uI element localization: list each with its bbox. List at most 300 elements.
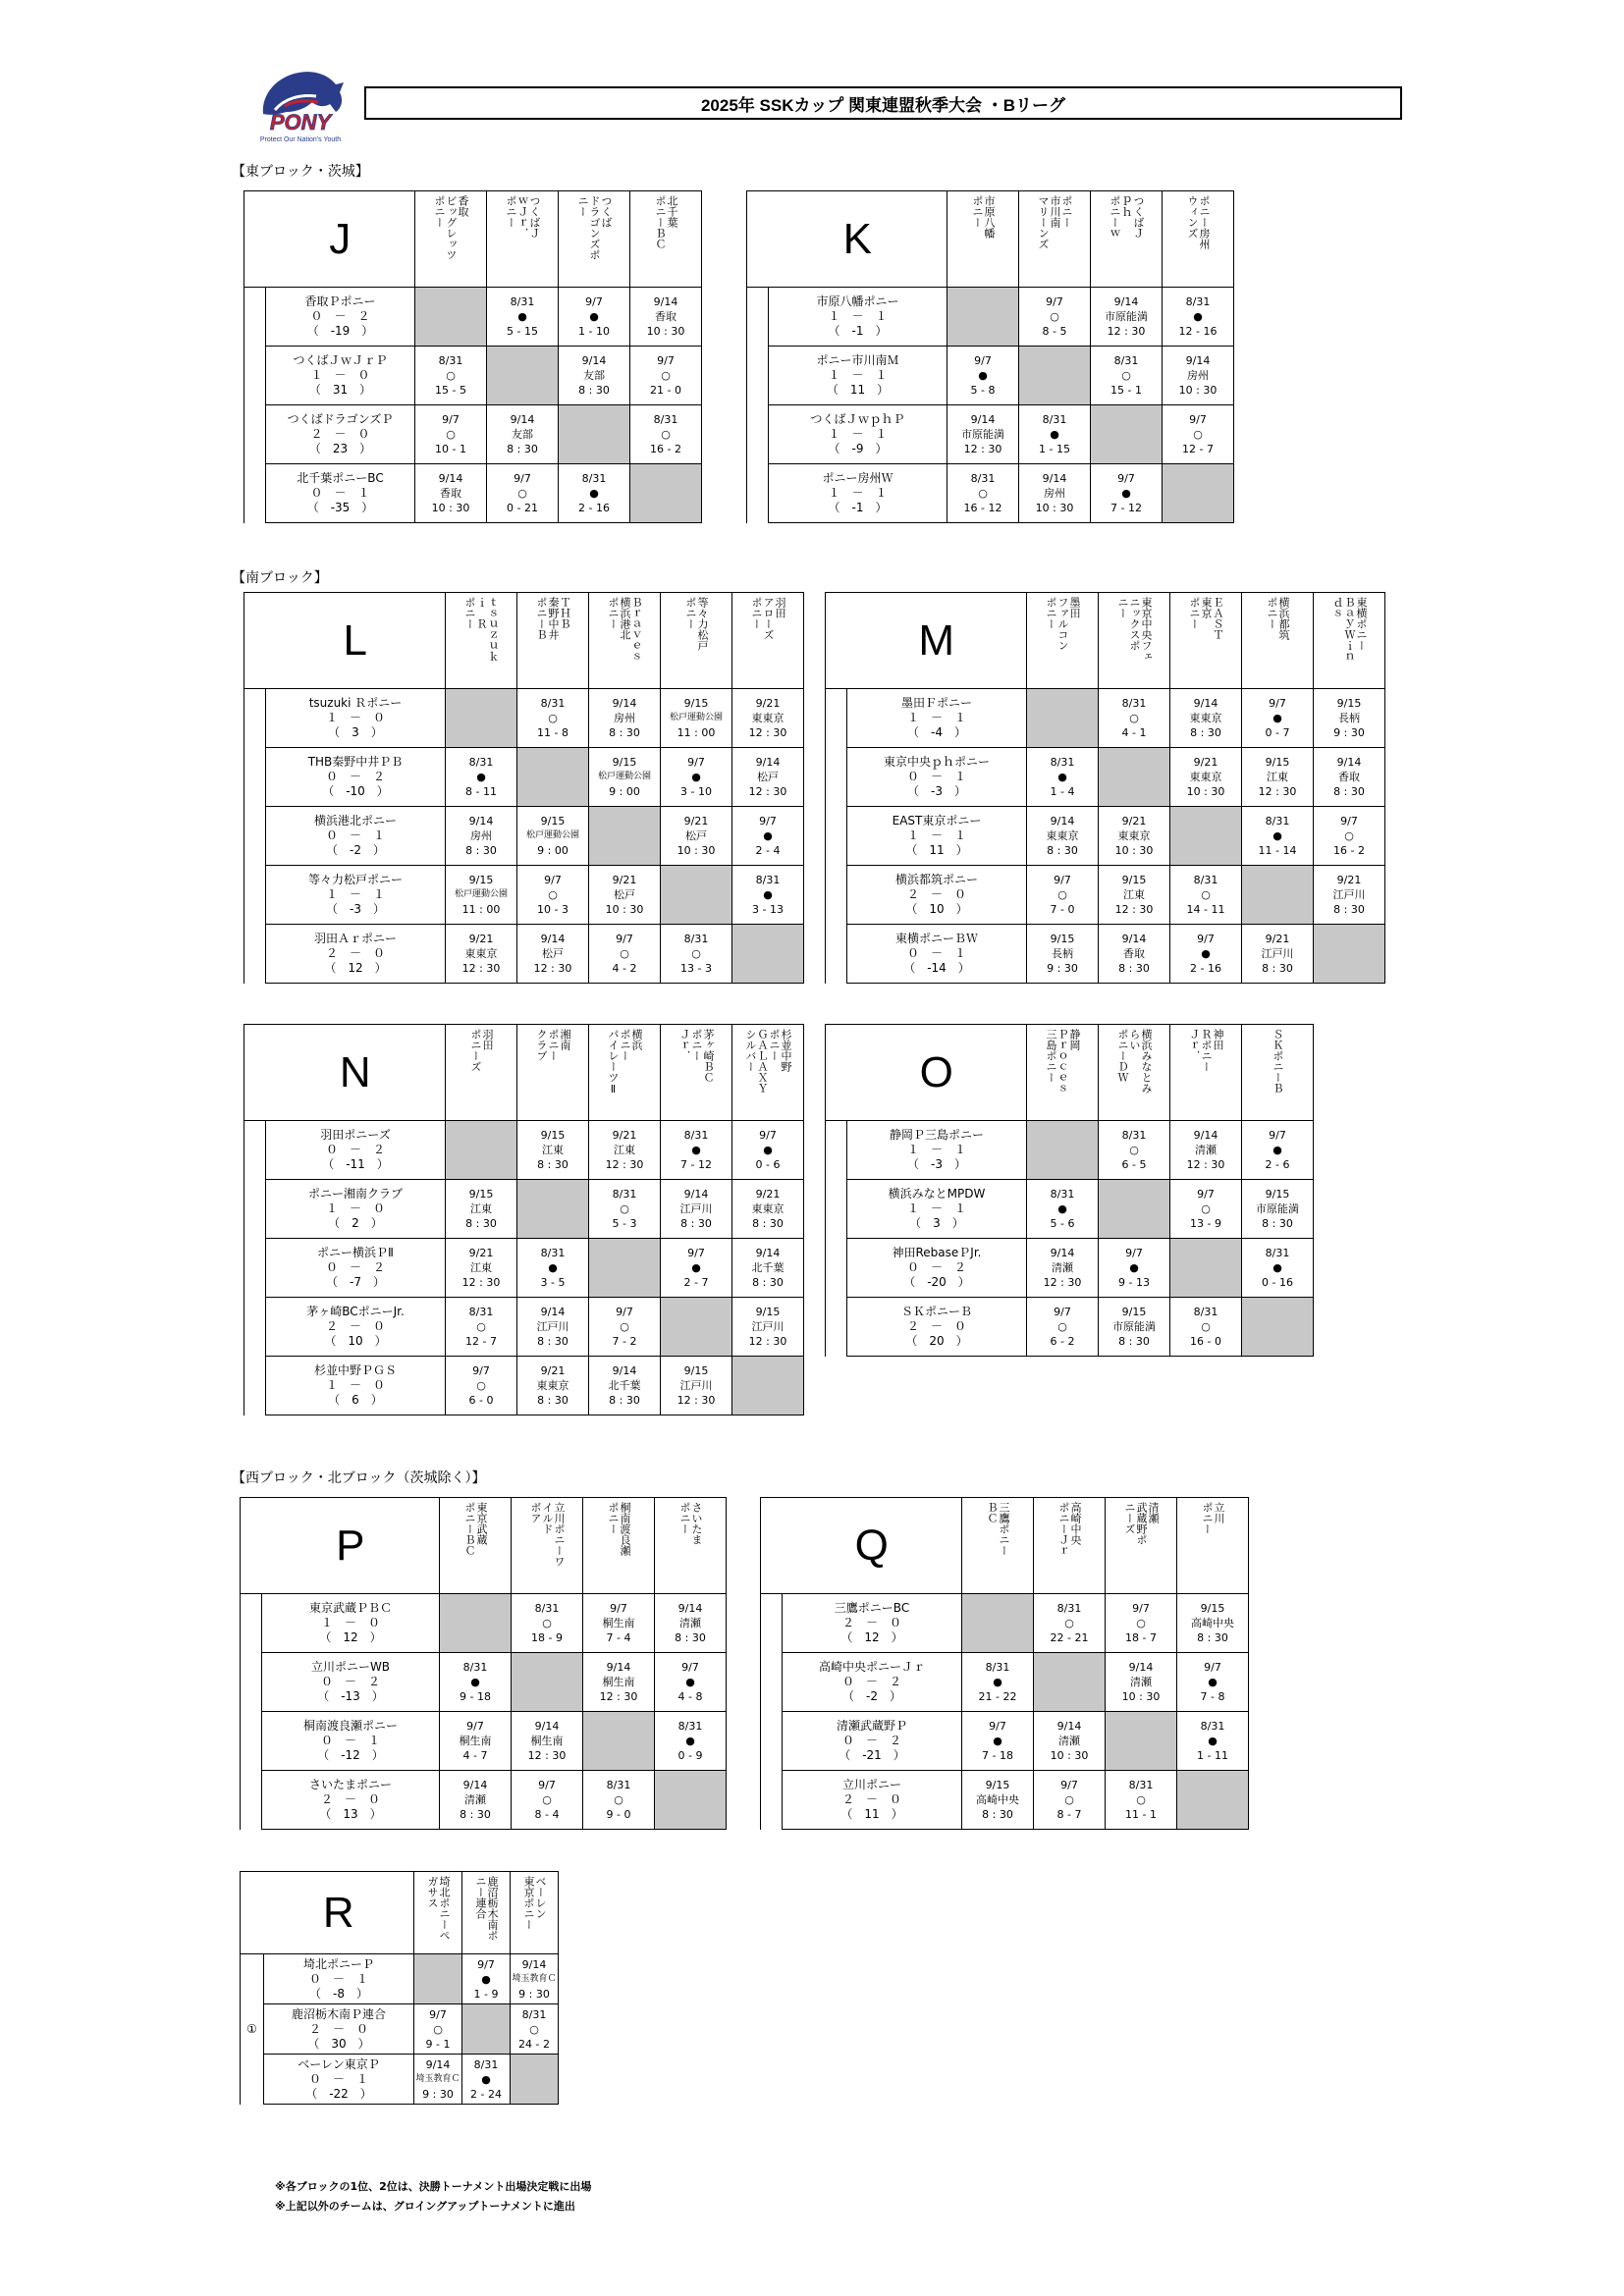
- team-record: ０ － ２: [325, 1143, 385, 1156]
- match-result: ●: [691, 1261, 701, 1274]
- team-run-diff: （ -20 ）: [903, 1275, 970, 1289]
- team-cell: [783, 1771, 962, 1830]
- match-result: 市原能満: [1256, 1202, 1299, 1215]
- team-run-diff: （ 30 ）: [307, 2036, 370, 2051]
- column-header-label: つくばＪ ｐｈ ポニーｗ: [1109, 195, 1145, 239]
- column-header-label: 神田 Ｒポニー Ｊｒ．: [1188, 1029, 1224, 1072]
- match-date: 9/21: [468, 1247, 494, 1259]
- self-match-cell: [559, 405, 630, 464]
- match-cell: [1242, 748, 1314, 807]
- match-result: ○: [548, 888, 558, 901]
- match-detail: 2 - 4: [755, 844, 781, 857]
- match-detail: 3 - 13: [752, 903, 784, 916]
- table-row: [826, 1298, 1314, 1357]
- self-match-cell: [1177, 1771, 1249, 1830]
- team-name: つくばＪｗｐｈＰ: [810, 412, 905, 426]
- match-cell: [415, 464, 487, 523]
- match-date: 8/31: [1121, 697, 1147, 710]
- team-record: ２ － ０: [320, 1792, 380, 1806]
- match-cell: [440, 1653, 512, 1712]
- self-match-cell: [589, 807, 661, 866]
- match-detail: 8 : 30: [680, 1217, 712, 1230]
- column-header-label: ポニー房州 ウィンズ: [1186, 195, 1211, 249]
- match-result: 江戸川: [1261, 947, 1294, 960]
- match-cell: [630, 288, 702, 347]
- team-run-diff: （ -2 ）: [842, 1689, 901, 1703]
- match-detail: 11 : 00: [677, 726, 716, 739]
- match-cell: [1019, 288, 1091, 347]
- team-run-diff: （ -3 ）: [907, 784, 966, 798]
- match-result: ●: [1129, 1261, 1139, 1274]
- self-match-cell: [487, 347, 559, 405]
- column-header-team: [415, 191, 487, 288]
- team-cell: [769, 405, 947, 464]
- team-name: 東横ポニーＢＷ: [894, 932, 978, 945]
- match-detail: 12 : 30: [599, 1690, 638, 1703]
- column-header-label: 立川ポニーワ イルド ボア: [529, 1502, 566, 1567]
- match-detail: 7 - 8: [1200, 1690, 1225, 1703]
- match-result: 松戸: [685, 829, 707, 842]
- match-cell: [511, 2004, 559, 2055]
- match-cell: [440, 1771, 512, 1830]
- match-result: 埼玉教育Ｃ: [512, 1973, 557, 1984]
- team-record: ２ － ０: [308, 2021, 368, 2036]
- match-date: 8/31: [1050, 756, 1075, 769]
- league-header-row: [826, 593, 1385, 689]
- team-record: ０ － ２: [906, 1260, 966, 1274]
- team-run-diff: （ 2 ）: [328, 1216, 383, 1230]
- match-detail: 10 : 30: [1178, 384, 1218, 397]
- match-cell: [1099, 1121, 1170, 1180]
- match-result: 東東京: [1046, 829, 1079, 842]
- column-header-team: [414, 1872, 462, 1954]
- self-match-cell: [1106, 1712, 1177, 1771]
- team-name: THB秦野中井ＰＢ: [307, 755, 404, 769]
- match-cell: [1034, 1594, 1106, 1653]
- match-cell: [517, 866, 589, 925]
- match-detail: 6 - 0: [468, 1394, 494, 1407]
- match-result: ●: [589, 310, 599, 323]
- match-detail: 5 - 3: [612, 1217, 637, 1230]
- match-date: 9/14: [755, 1247, 781, 1259]
- match-result: 房州: [470, 829, 492, 842]
- match-cell: [732, 1298, 804, 1357]
- match-cell: [661, 807, 732, 866]
- row-number-gutter: [826, 689, 847, 984]
- team-name: 杉並中野ＰＧＳ: [313, 1363, 397, 1377]
- team-record: ０ － ２: [325, 1260, 385, 1274]
- team-name: ポニー房州Ｗ: [822, 471, 893, 485]
- match-cell: [1177, 1594, 1249, 1653]
- column-header-team: [655, 1498, 727, 1594]
- match-cell: [1170, 866, 1242, 925]
- logo-tagline: Protect Our Nation's Youth: [259, 136, 342, 143]
- team-record: ２ － ０: [906, 1319, 966, 1333]
- match-date: 9/7: [1054, 874, 1071, 886]
- match-detail: 1 - 9: [473, 1987, 499, 2001]
- column-header-team: [661, 1025, 732, 1121]
- match-date: 8/31: [468, 1306, 494, 1318]
- team-record: １ － １: [906, 711, 966, 724]
- match-cell: [512, 1771, 583, 1830]
- match-cell: [732, 807, 804, 866]
- league-grid: [240, 1871, 559, 2105]
- match-result: 東東京: [751, 712, 785, 724]
- league-header-row: [244, 1025, 804, 1121]
- column-header-label: ＴＨＢ 秦野中井 ポニーＢ: [535, 597, 571, 640]
- match-date: 8/31: [1050, 1188, 1075, 1201]
- match-date: 9/7: [1340, 815, 1358, 828]
- match-detail: 11 - 8: [537, 726, 568, 739]
- match-detail: 10 : 30: [605, 903, 644, 916]
- team-cell: [266, 689, 446, 748]
- team-cell: [266, 748, 446, 807]
- match-cell: [487, 405, 559, 464]
- match-detail: 15 - 5: [435, 384, 466, 397]
- match-result: ●: [993, 1676, 1002, 1688]
- team-run-diff: （ -7 ）: [326, 1275, 385, 1289]
- match-detail: 16 - 12: [963, 502, 1002, 514]
- match-result: 長柄: [1338, 712, 1360, 724]
- match-detail: 8 : 30: [1190, 726, 1221, 739]
- match-date: 9/21: [683, 815, 709, 828]
- team-run-diff: （ 12 ）: [324, 961, 387, 975]
- match-detail: 8 : 30: [465, 1217, 497, 1230]
- match-result: 江東: [542, 1144, 564, 1156]
- match-result: ○: [1193, 428, 1203, 441]
- team-record: ０ － １: [906, 770, 966, 783]
- match-detail: 12 : 30: [533, 962, 572, 975]
- self-match-cell: [1034, 1653, 1106, 1712]
- match-detail: 16 - 2: [1333, 844, 1365, 857]
- team-run-diff: （ -3 ）: [326, 902, 385, 916]
- match-detail: 1 - 10: [578, 325, 610, 338]
- self-match-cell: [947, 288, 1019, 347]
- league-grid: [746, 190, 1234, 523]
- match-detail: 10 : 30: [1050, 1749, 1089, 1762]
- match-result: 香取: [655, 310, 677, 323]
- match-date: 9/14: [581, 354, 607, 367]
- team-run-diff: （ 13 ）: [319, 1807, 382, 1821]
- team-run-diff: （ 11 ）: [840, 1807, 903, 1821]
- table-row: [244, 866, 804, 925]
- match-cell: [1314, 689, 1385, 748]
- match-result: 桐生南: [459, 1735, 492, 1747]
- team-record: ２ － ０: [841, 1616, 901, 1629]
- match-cell: [583, 1594, 655, 1653]
- match-detail: 8 : 30: [1047, 844, 1078, 857]
- team-run-diff: （ -1 ）: [828, 324, 888, 338]
- match-cell: [517, 1239, 589, 1298]
- match-date: 9/15: [468, 874, 494, 886]
- match-detail: 8 : 30: [1118, 1335, 1150, 1348]
- team-cell: [266, 347, 415, 405]
- match-cell: [1314, 807, 1385, 866]
- match-cell: [1163, 405, 1234, 464]
- match-detail: 8 - 7: [1056, 1808, 1082, 1821]
- row-number-gutter: [747, 288, 769, 523]
- team-cell: [847, 866, 1027, 925]
- match-date: 9/14: [540, 933, 566, 945]
- column-header-label: 埼北ポニーペ ガサス: [426, 1876, 451, 1941]
- column-header-team: [589, 1025, 661, 1121]
- self-match-cell: [1314, 925, 1385, 984]
- self-match-cell: [414, 1954, 462, 2004]
- team-name: 桐南渡良瀬ポニー: [302, 1719, 398, 1733]
- match-date: 8/31: [534, 1602, 560, 1615]
- team-cell: [266, 1298, 446, 1357]
- team-name: ポニー湘南クラブ: [307, 1187, 403, 1201]
- match-cell: [1034, 1771, 1106, 1830]
- match-detail: 8 : 30: [1333, 785, 1365, 798]
- league-grid: [244, 1024, 804, 1415]
- match-detail: 8 : 30: [465, 844, 497, 857]
- page-title: 2025年 SSKカップ 関東連盟秋季大会 ・Bリーグ: [700, 95, 1066, 115]
- match-detail: 9 : 00: [609, 785, 640, 798]
- match-date: 9/7: [1269, 697, 1286, 710]
- match-cell: [446, 748, 517, 807]
- match-date: 9/15: [1265, 756, 1290, 769]
- table-row: [244, 1357, 804, 1415]
- match-result: ●: [685, 1676, 695, 1688]
- match-date: 8/31: [612, 1188, 637, 1201]
- league-letter: K: [769, 191, 947, 288]
- match-detail: 5 - 8: [970, 384, 996, 397]
- team-record: ０ － １: [325, 828, 385, 842]
- match-detail: 24 - 2: [518, 2037, 550, 2051]
- match-cell: [517, 1298, 589, 1357]
- match-cell: [440, 1712, 512, 1771]
- match-date: 8/31: [540, 697, 566, 710]
- self-match-cell: [1163, 464, 1234, 523]
- match-result: ●: [1050, 428, 1059, 441]
- match-cell: [589, 1180, 661, 1239]
- team-run-diff: （ 23 ）: [308, 442, 372, 455]
- match-cell: [511, 1954, 559, 2004]
- match-detail: 7 - 2: [612, 1335, 637, 1348]
- team-name: 茅ヶ崎BCポニーJr.: [306, 1305, 405, 1318]
- match-detail: 10 - 1: [435, 443, 466, 455]
- self-match-cell: [440, 1594, 512, 1653]
- match-detail: 7 - 0: [1050, 903, 1075, 916]
- team-cell: [847, 807, 1027, 866]
- column-header-team: [732, 1025, 804, 1121]
- match-date: 9/7: [974, 354, 992, 367]
- match-cell: [1177, 1653, 1249, 1712]
- self-match-cell: [1170, 807, 1242, 866]
- column-header-team: [962, 1498, 1034, 1594]
- match-detail: 15 - 1: [1110, 384, 1142, 397]
- match-cell: [446, 1239, 517, 1298]
- match-detail: 8 : 30: [1262, 962, 1293, 975]
- match-result: ●: [1057, 1202, 1067, 1215]
- team-run-diff: （ -3 ）: [907, 1157, 966, 1171]
- team-run-diff: （ -4 ）: [907, 725, 966, 739]
- match-detail: 2 - 16: [1190, 962, 1221, 975]
- match-date: 9/14: [1056, 1720, 1082, 1733]
- match-cell: [446, 866, 517, 925]
- match-date: 9/21: [612, 1129, 637, 1142]
- match-cell: [630, 347, 702, 405]
- match-cell: [1170, 925, 1242, 984]
- match-result: 松戸: [757, 771, 779, 783]
- corner-gap: [826, 1025, 847, 1121]
- self-match-cell: [446, 689, 517, 748]
- team-cell: [266, 405, 415, 464]
- match-date: 9/21: [1193, 756, 1218, 769]
- match-result: 清瀬: [1058, 1735, 1080, 1747]
- match-detail: 8 : 30: [537, 1394, 568, 1407]
- table-row: [747, 464, 1234, 523]
- match-detail: 10 - 3: [537, 903, 568, 916]
- match-detail: 10 : 30: [1186, 785, 1225, 798]
- team-cell: [847, 925, 1027, 984]
- team-run-diff: （ 12 ）: [319, 1630, 382, 1644]
- team-name: 横浜港北ポニー: [313, 814, 397, 828]
- self-match-cell: [655, 1771, 727, 1830]
- pony-logo: [245, 63, 355, 145]
- footer-note-1: ※各ブロックの1位、2位は、決勝トーナメント出場決定戦に出場: [275, 2180, 592, 2193]
- team-name: 市原八幡ポニー: [816, 294, 899, 308]
- team-name: ポニー横浜ＰⅡ: [317, 1246, 394, 1259]
- team-name: 羽田ポニーズ: [320, 1128, 391, 1142]
- match-detail: 3 - 5: [540, 1276, 566, 1289]
- team-run-diff: （ 10 ）: [905, 902, 968, 916]
- column-header-label: 墨田 ファルコン ポニー: [1045, 597, 1081, 651]
- column-header-label: 三鷹ポニー ＢＣ: [986, 1502, 1010, 1556]
- self-match-cell: [1099, 1180, 1170, 1239]
- match-result: ●: [978, 369, 988, 382]
- match-date: 9/7: [989, 1720, 1006, 1733]
- table-row: [244, 347, 702, 405]
- league-letter: O: [847, 1025, 1027, 1121]
- match-result: ○: [542, 1617, 552, 1629]
- match-detail: 9 - 1: [425, 2037, 451, 2051]
- team-cell: [264, 2004, 414, 2055]
- team-name: 羽田Ａｒポニー: [313, 932, 397, 945]
- column-header-team: [589, 593, 661, 689]
- row-number-gutter: [761, 1594, 783, 1830]
- match-date: 9/21: [612, 874, 637, 886]
- match-result: ●: [481, 1972, 491, 1986]
- match-cell: [655, 1712, 727, 1771]
- self-match-cell: [583, 1712, 655, 1771]
- match-date: 9/14: [1128, 1661, 1154, 1674]
- table-row: [826, 866, 1385, 925]
- match-detail: 12 : 30: [1258, 785, 1297, 798]
- match-cell: [1163, 347, 1234, 405]
- match-date: 9/7: [1046, 295, 1063, 308]
- team-run-diff: （ -9 ）: [828, 442, 888, 455]
- match-cell: [1170, 689, 1242, 748]
- match-cell: [462, 2055, 511, 2105]
- league-grid: [760, 1497, 1249, 1830]
- table-row: [244, 1180, 804, 1239]
- match-detail: 18 - 7: [1125, 1631, 1157, 1644]
- match-result: ○: [542, 1793, 552, 1806]
- match-date: 9/21: [755, 697, 781, 710]
- team-run-diff: （ 3 ）: [909, 1216, 964, 1230]
- match-result: 清瀬: [679, 1617, 701, 1629]
- match-date: 9/7: [1054, 1306, 1071, 1318]
- match-detail: 2 - 16: [578, 502, 610, 514]
- column-header-label: ｔｓｕｚｕｋ ｉ Ｒ ポニー: [463, 597, 500, 662]
- league-header-row: [241, 1872, 559, 1954]
- column-header-label: 市原八幡 ポニー: [971, 195, 996, 239]
- match-detail: 8 : 30: [609, 1394, 640, 1407]
- match-detail: 16 - 2: [650, 443, 681, 455]
- match-date: 9/15: [1265, 1188, 1290, 1201]
- block-title-east: 【東ブロック・茨城】: [232, 164, 369, 180]
- table-row: [241, 2004, 559, 2055]
- match-cell: [732, 1121, 804, 1180]
- match-result: ○: [1057, 888, 1067, 901]
- team-record: ０ － ２: [320, 1675, 380, 1688]
- match-result: ○: [1064, 1793, 1074, 1806]
- match-date: 9/14: [1050, 815, 1075, 828]
- match-cell: [1099, 1239, 1170, 1298]
- team-run-diff: （ 12 ）: [840, 1630, 903, 1644]
- match-cell: [1099, 925, 1170, 984]
- match-date: 9/7: [759, 815, 777, 828]
- match-cell: [1027, 1180, 1099, 1239]
- match-detail: 10 : 30: [677, 844, 716, 857]
- column-header-label: 立川 ポニー: [1201, 1502, 1225, 1534]
- team-record: １ － １: [828, 486, 888, 500]
- match-detail: 1 - 15: [1039, 443, 1070, 455]
- match-cell: [487, 464, 559, 523]
- match-detail: 1 - 11: [1197, 1749, 1228, 1762]
- match-date: 9/7: [616, 933, 633, 945]
- match-detail: 12 : 30: [1043, 1276, 1082, 1289]
- team-cell: [266, 807, 446, 866]
- team-run-diff: （ -35 ）: [306, 501, 374, 514]
- match-detail: 7 - 18: [982, 1749, 1013, 1762]
- match-result: 東東京: [536, 1379, 569, 1392]
- column-header-label: ポニー 市川南 マリーンズ: [1037, 195, 1073, 249]
- team-name: 東京中央ｐｈポニー: [883, 755, 990, 769]
- match-detail: 22 - 21: [1050, 1631, 1089, 1644]
- team-name: 神田RebaseＰJr.: [892, 1246, 982, 1259]
- match-result: 江東: [1123, 888, 1145, 901]
- match-date: 9/7: [1132, 1602, 1150, 1615]
- team-name: 横浜都筑ポニー: [894, 873, 978, 886]
- match-date: 9/15: [1200, 1602, 1225, 1615]
- match-result: ●: [763, 888, 773, 901]
- match-date: 9/7: [687, 756, 705, 769]
- match-result: 清瀬: [1052, 1261, 1073, 1274]
- league-grid: [244, 190, 702, 523]
- table-row: [244, 1239, 804, 1298]
- match-date: 9/7: [1125, 1247, 1143, 1259]
- team-record: ０ － １: [320, 1734, 380, 1747]
- team-run-diff: （ 6 ）: [328, 1393, 383, 1407]
- match-detail: 10 : 30: [1035, 502, 1074, 514]
- self-match-cell: [517, 1180, 589, 1239]
- match-result: 江戸川: [679, 1379, 713, 1392]
- match-detail: 11 : 00: [461, 903, 501, 916]
- match-date: 8/31: [1193, 874, 1218, 886]
- column-header-label: 等々力松戸 ポニー: [684, 597, 709, 651]
- team-run-diff: （ -11 ）: [322, 1157, 389, 1171]
- team-record: １ － ０: [325, 711, 385, 724]
- team-name: 墨田Ｆポニー: [900, 696, 972, 710]
- self-match-cell: [1170, 1239, 1242, 1298]
- self-match-cell: [732, 925, 804, 984]
- match-date: 9/14: [1336, 756, 1362, 769]
- match-cell: [1106, 1771, 1177, 1830]
- match-cell: [1027, 748, 1099, 807]
